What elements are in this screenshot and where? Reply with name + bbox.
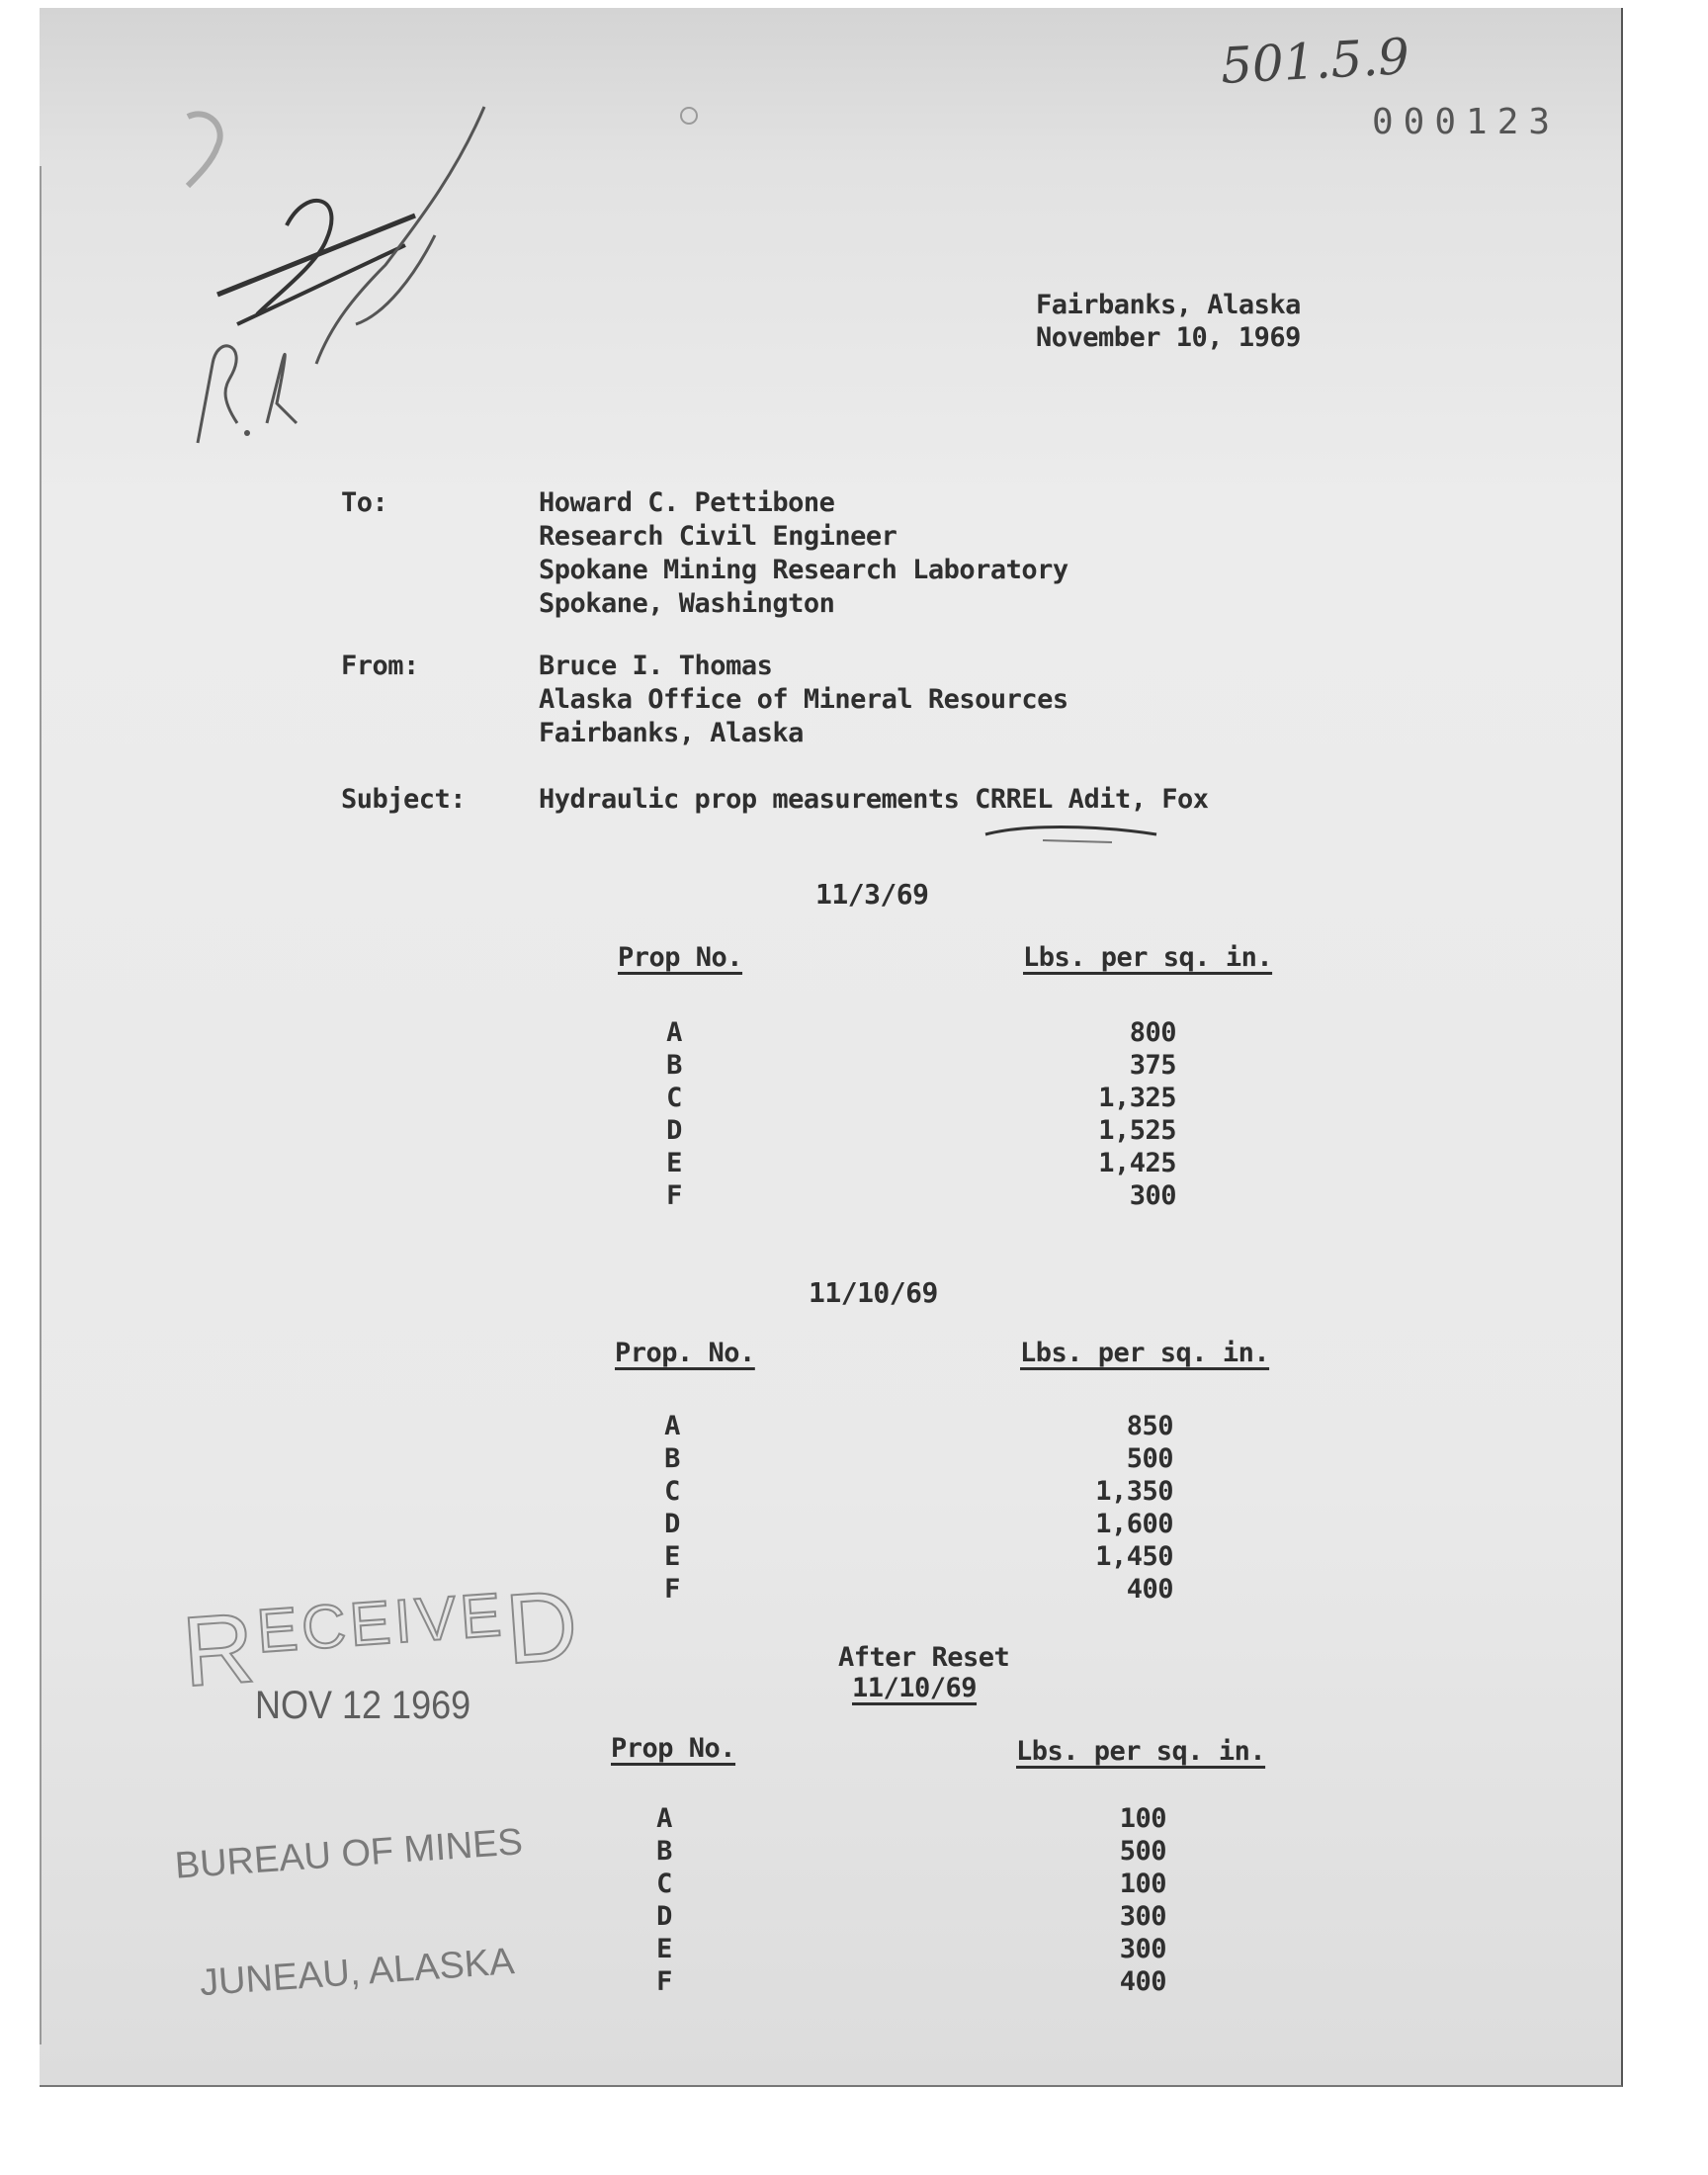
file-code: 501.5.9 (1219, 28, 1411, 95)
prop-letter: B (656, 1836, 672, 1867)
pressure-value: 500 (1126, 1443, 1173, 1474)
pressure-value: 1,350 (1095, 1476, 1173, 1507)
received-stamp-org-line1: BUREAU OF MINES (173, 1821, 525, 1887)
from-line: Fairbanks, Alaska (539, 718, 804, 748)
prop-letter: E (656, 1934, 672, 1964)
prop-letter: D (656, 1901, 672, 1932)
pressure-value: 300 (1129, 1180, 1176, 1211)
column-header-prop: Prop. No. (615, 1338, 755, 1368)
pressure-value: 400 (1126, 1574, 1173, 1605)
table-title: After Reset (838, 1642, 1010, 1673)
document-number: 000123 (1372, 102, 1561, 142)
from-label: From: (341, 651, 419, 681)
prop-letter: C (656, 1869, 672, 1899)
prop-letter: F (666, 1180, 682, 1211)
prop-letter: C (664, 1476, 680, 1507)
memo-place: Fairbanks, Alaska (1036, 290, 1301, 320)
received-stamp-letter: E (458, 1580, 508, 1652)
pressure-value: 400 (1119, 1966, 1166, 1997)
pressure-value: 1,450 (1095, 1541, 1173, 1572)
pressure-value: 100 (1119, 1803, 1166, 1834)
from-line: Alaska Office of Mineral Resources (539, 684, 1068, 715)
subject-label: Subject: (341, 784, 467, 815)
received-stamp-letter: R (179, 1592, 262, 1708)
to-label: To: (341, 487, 388, 518)
column-header-pressure: Lbs. per sq. in. (1020, 1338, 1270, 1368)
from-line: Bruce I. Thomas (539, 651, 773, 681)
pressure-value: 800 (1129, 1017, 1176, 1048)
pressure-value: 850 (1126, 1411, 1173, 1441)
prop-letter: F (664, 1574, 680, 1605)
received-stamp-org-line2: JUNEAU, ALASKA (198, 1941, 516, 2005)
table-date: 11/10/69 (809, 1276, 938, 1309)
column-header-prop: Prop No. (618, 942, 743, 973)
subject-handwritten-underline (983, 817, 1161, 846)
memo-date: November 10, 1969 (1036, 322, 1301, 353)
table-date: 11/3/69 (815, 878, 929, 911)
prop-letter: B (664, 1443, 680, 1474)
prop-letter: A (664, 1411, 680, 1441)
column-header-pressure: Lbs. per sq. in. (1016, 1736, 1266, 1767)
received-stamp-letter: V (412, 1584, 463, 1656)
received-stamp-org (168, 1743, 538, 2083)
prop-letter: D (664, 1509, 680, 1539)
pressure-value: 1,325 (1098, 1083, 1176, 1113)
pressure-value: 300 (1119, 1901, 1166, 1932)
to-line: Research Civil Engineer (539, 521, 897, 552)
pressure-value: 375 (1129, 1050, 1176, 1081)
pressure-value: 1,425 (1098, 1148, 1176, 1178)
prop-letter: A (666, 1017, 682, 1048)
pressure-value: 300 (1119, 1934, 1166, 1964)
column-header-pressure: Lbs. per sq. in. (1023, 942, 1273, 973)
to-line: Spokane Mining Research Laboratory (539, 555, 1068, 585)
received-stamp-letter: E (254, 1595, 304, 1667)
punch-mark (680, 107, 698, 125)
handwritten-initials (158, 67, 514, 463)
prop-letter: E (664, 1541, 680, 1572)
table-date: 11/10/69 (852, 1673, 978, 1703)
pressure-value: 1,525 (1098, 1115, 1176, 1146)
received-stamp-letter: E (347, 1588, 397, 1660)
received-stamp-letter: I (391, 1587, 418, 1657)
pressure-value: 100 (1119, 1869, 1166, 1899)
prop-letter: D (666, 1115, 682, 1146)
prop-letter: E (666, 1148, 682, 1178)
prop-letter: A (656, 1803, 672, 1834)
subject-text: Hydraulic prop measurements CRREL Adit, Fox (539, 784, 1209, 815)
document-page (40, 8, 1623, 2087)
prop-letter: C (666, 1083, 682, 1113)
prop-letter: B (666, 1050, 682, 1081)
received-stamp-letter: D (501, 1569, 585, 1686)
to-line: Spokane, Washington (539, 588, 835, 619)
column-header-prop: Prop No. (611, 1733, 736, 1764)
pressure-value: 500 (1119, 1836, 1166, 1867)
received-stamp-letter: C (299, 1591, 353, 1664)
to-line: Howard C. Pettibone (539, 487, 835, 518)
received-stamp-date: NOV 12 1969 (255, 1684, 471, 1727)
pressure-value: 1,600 (1095, 1509, 1173, 1539)
prop-letter: F (656, 1966, 672, 1997)
